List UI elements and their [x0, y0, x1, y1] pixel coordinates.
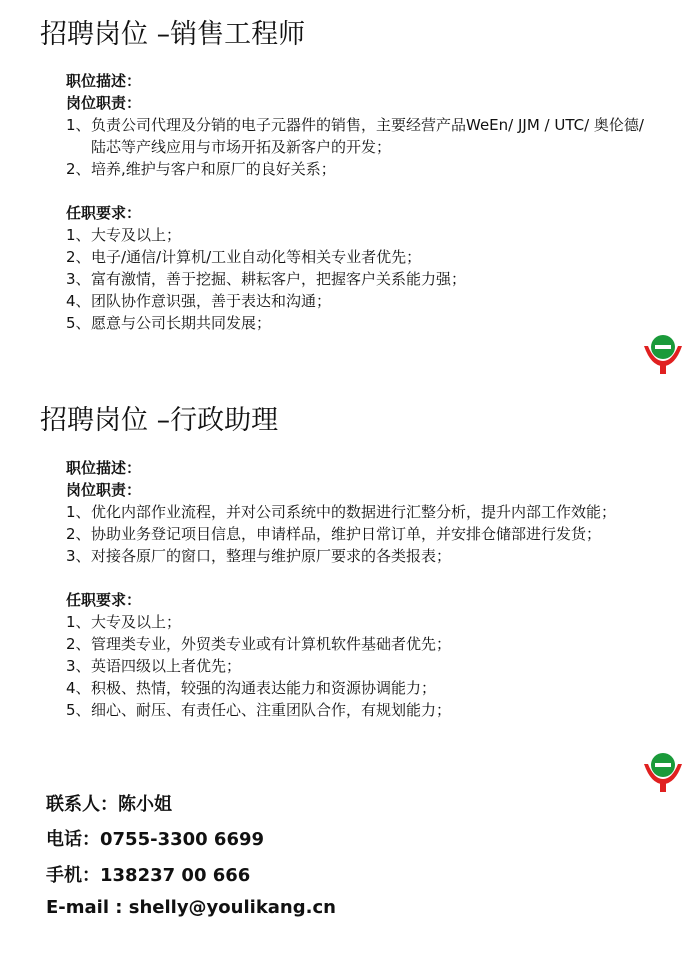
list-item-text: 大专及以上；: [91, 226, 182, 244]
list-item-text: 愿意与公司长期共同发展；: [91, 314, 272, 332]
list-item: [66, 501, 656, 523]
list-item-number: 1、: [66, 116, 91, 134]
list-item-text: 团队协作意识强，善于表达和沟通；: [91, 292, 332, 310]
job2-title: 招聘岗位 –行政助理: [40, 405, 279, 436]
contact-mobile: [46, 861, 250, 887]
list-item-number: 5、: [66, 701, 91, 719]
company-logo-icon: [641, 332, 685, 376]
list-item: [66, 158, 656, 180]
list-item-text: 对接各原厂的窗口，整理与维护原厂要求的各类报表；: [91, 547, 452, 565]
contact-mobile-label: 手机：: [46, 865, 100, 886]
contact-person: [46, 790, 172, 816]
list-item-text: 协助业务登记项目信息，申请样品，维护日常订单，并安排仓储部进行发货；: [91, 525, 602, 543]
list-item-text: 大专及以上；: [91, 613, 182, 631]
list-item: [66, 224, 656, 246]
contact-phone-label: 电话：: [46, 829, 100, 850]
job2-req-list: [66, 611, 656, 721]
list-item: [66, 545, 656, 567]
job2-duty-list: [66, 501, 656, 567]
list-item: [66, 677, 656, 699]
contact-email-label: E-mail :: [46, 897, 129, 918]
company-logo-icon: [641, 750, 685, 794]
contact-email-value[interactable]: shelly@youlikang.cn: [128, 897, 336, 918]
list-item-number: 2、: [66, 160, 91, 178]
list-item-number: 3、: [66, 270, 91, 288]
list-item: [66, 633, 656, 655]
list-item-text: 英语四级以上者优先；: [91, 657, 242, 675]
contact-mobile-value: 138237 00 666: [100, 865, 251, 886]
job1-req-list: [66, 224, 656, 334]
contact-phone: [46, 825, 264, 851]
job2-desc-label: 职位描述：: [66, 459, 142, 477]
list-item-text: 优化内部作业流程，并对公司系统中的数据进行汇整分析，提升内部工作效能；: [91, 503, 617, 521]
list-item: [66, 246, 656, 268]
list-item-text: 富有激情，善于挖掘、耕耘客户，把握客户关系能力强；: [91, 270, 467, 288]
list-item-number: 2、: [66, 248, 91, 266]
job2-duty-label: 岗位职责：: [66, 481, 142, 499]
list-item: [66, 268, 656, 290]
list-item: [66, 655, 656, 677]
list-item-number: 1、: [66, 226, 91, 244]
list-item-number: 1、: [66, 613, 91, 631]
list-item-number: 4、: [66, 679, 91, 697]
job2-req-label: 任职要求：: [66, 591, 142, 609]
list-item: [66, 114, 656, 158]
list-item-text: 负责公司代理及分销的电子元器件的销售，主要经营产品WeEn/ JJM / UTC/ 奥伦德/陆芯等产线应用与市场开拓及新客户的开发；: [91, 116, 644, 156]
contact-email: [46, 897, 336, 918]
list-item-text: 管理类专业，外贸类专业或有计算机软件基础者优先；: [91, 635, 452, 653]
list-item-text: 培养,维护与客户和原厂的良好关系；: [91, 160, 336, 178]
list-item-text: 细心、耐压、有责任心、注重团队合作，有规划能力；: [91, 701, 452, 719]
list-item-text: 积极、热情，较强的沟通表达能力和资源协调能力；: [91, 679, 437, 697]
list-item-number: 2、: [66, 635, 91, 653]
list-item: [66, 290, 656, 312]
list-item: [66, 523, 656, 545]
job1-duty-list: [66, 114, 656, 180]
list-item-number: 2、: [66, 525, 91, 543]
job1-desc-label: 职位描述：: [66, 72, 142, 90]
list-item-number: 3、: [66, 657, 91, 675]
list-item-number: 5、: [66, 314, 91, 332]
list-item-number: 3、: [66, 547, 91, 565]
contact-phone-value: 0755-3300 6699: [100, 829, 265, 850]
list-item-number: 4、: [66, 292, 91, 310]
job2-section: [66, 457, 656, 721]
job1-section: [66, 70, 656, 334]
job1-title: 招聘岗位 –销售工程师: [40, 19, 306, 50]
contact-person-label: 联系人：: [46, 794, 118, 815]
job1-req-label: 任职要求：: [66, 204, 142, 222]
list-item: [66, 611, 656, 633]
list-item-number: 1、: [66, 503, 91, 521]
list-item: [66, 312, 656, 334]
contact-person-value: 陈小姐: [118, 794, 172, 815]
list-item: [66, 699, 656, 721]
job1-duty-label: 岗位职责：: [66, 94, 142, 112]
list-item-text: 电子/通信/计算机/工业自动化等相关专业者优先；: [91, 248, 422, 266]
